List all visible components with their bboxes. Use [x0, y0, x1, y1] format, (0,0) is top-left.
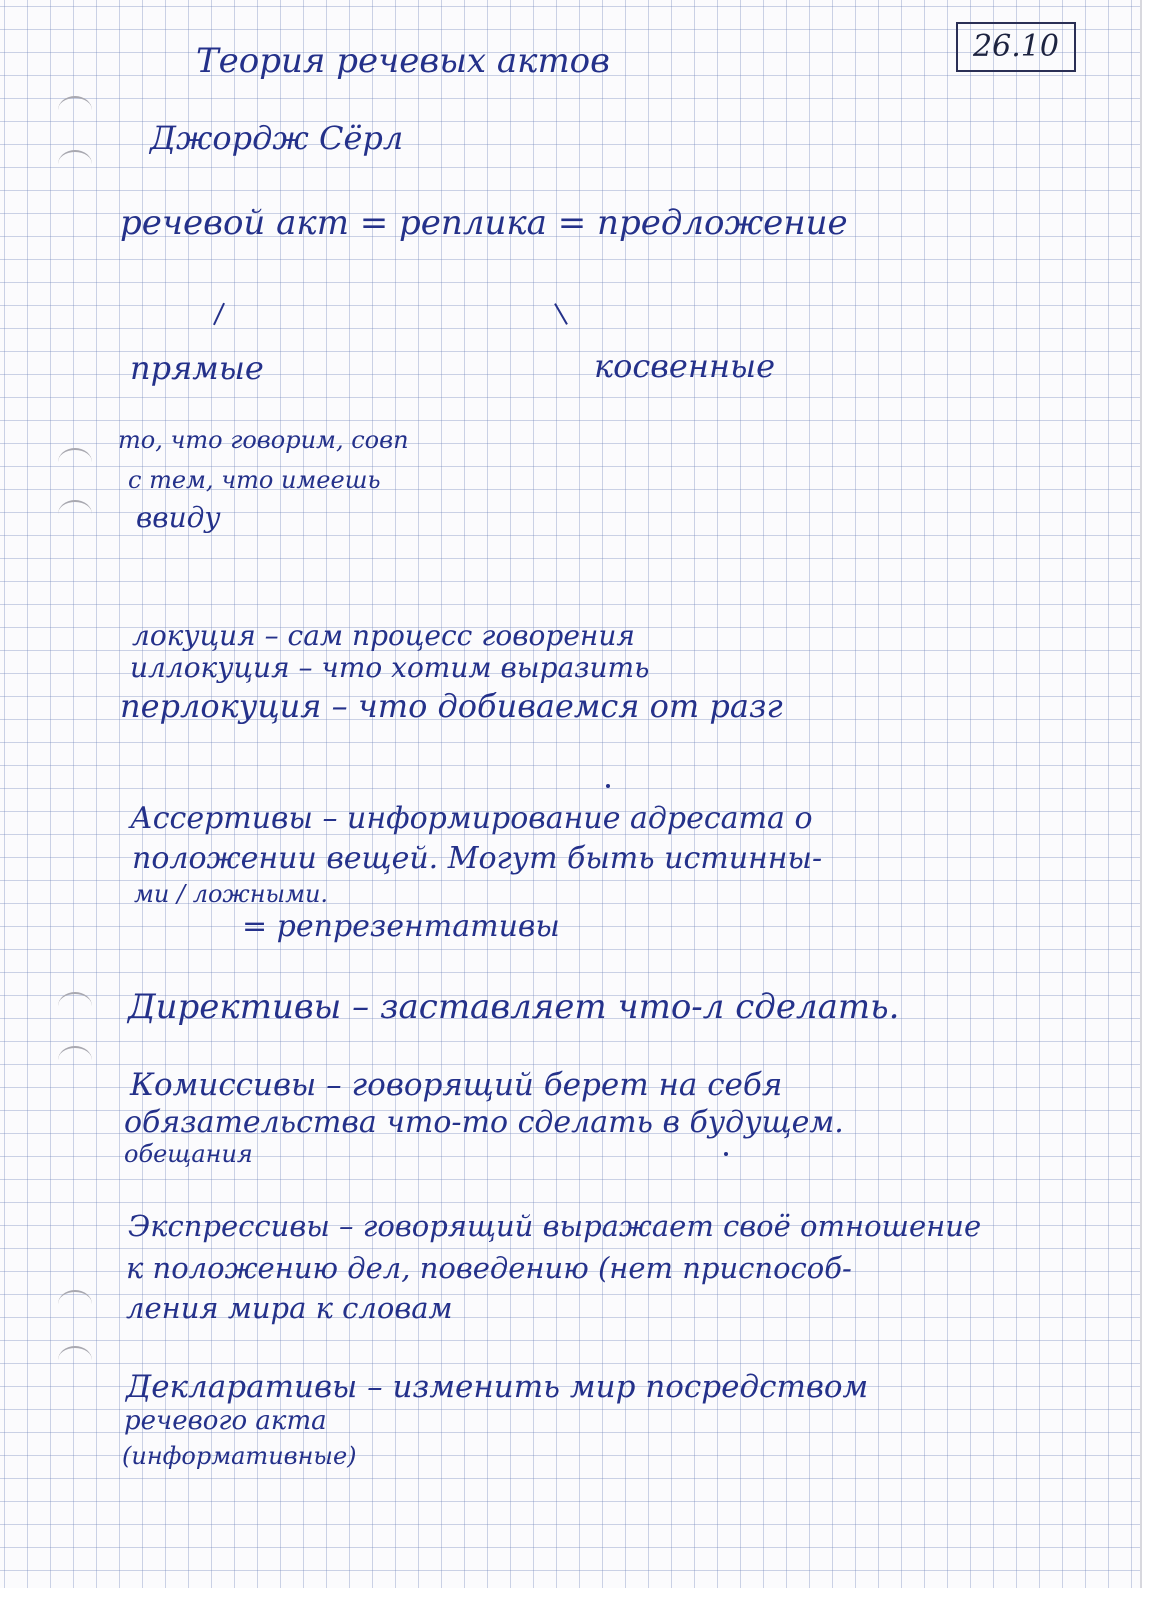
assertives-line-4: = репрезентативы [242, 909, 560, 944]
assertives-line-3: ми / ложными. [134, 880, 329, 908]
binder-hole [58, 500, 92, 528]
locution-line: локуция – сам процесс говорения [132, 619, 635, 652]
binder-hole [58, 96, 92, 124]
date-text: 26.10 [973, 29, 1059, 64]
definition-line: речевой акт = реплика = предложение [120, 203, 848, 243]
binder-hole [58, 448, 92, 476]
binder-hole [58, 1046, 92, 1074]
date-box [956, 22, 1076, 72]
note-line-3: ввиду [136, 501, 221, 534]
page-title: Теория речевых актов [196, 41, 610, 81]
declaratives-line-1: Декларативы – изменить мир посредством [126, 1369, 869, 1405]
declaratives-line-3: (информативные) [122, 1442, 357, 1470]
binder-hole [58, 1346, 92, 1374]
expressives-line-3: ления мира к словам [126, 1291, 453, 1325]
ink-dot [606, 784, 610, 788]
illocution-line: иллокуция – что хотим выразить [130, 651, 650, 684]
directives-line-1: Директивы – заставляет что-л сделать. [128, 987, 900, 1027]
branch-direct: прямые [130, 349, 264, 387]
binder-hole [58, 992, 92, 1020]
binder-hole [58, 1290, 92, 1318]
perlocution-line: перлокуция – что добиваемся от разг [120, 687, 783, 725]
note-line-2: с тем, что имеешь [128, 466, 381, 494]
commissives-line-3: обещания [124, 1140, 253, 1168]
expressives-line-2: к положению дел, поведению (нет приспособ- [126, 1251, 852, 1285]
commissives-line-2: обязательства что-то сделать в будущем. [124, 1105, 844, 1140]
commissives-line-1: Комиссивы – говорящий берет на себя [130, 1067, 783, 1103]
expressives-line-1: Экспрессивы – говорящий выражает своё отношение [128, 1209, 982, 1243]
binder-hole [58, 150, 92, 178]
declaratives-line-2: речевого акта [124, 1406, 327, 1436]
assertives-line-1: Ассертивы – информирование адресата о [130, 801, 813, 836]
note-line-1: то, что говорим, совп [118, 426, 409, 454]
author-name: Джордж Сёрл [150, 119, 404, 157]
ink-dot [724, 1152, 728, 1156]
branch-stroke-right [554, 303, 568, 325]
branch-stroke-left [213, 303, 225, 326]
assertives-line-2: положении вещей. Могут быть истинны- [132, 841, 823, 876]
branch-indirect: косвенные [594, 347, 776, 385]
